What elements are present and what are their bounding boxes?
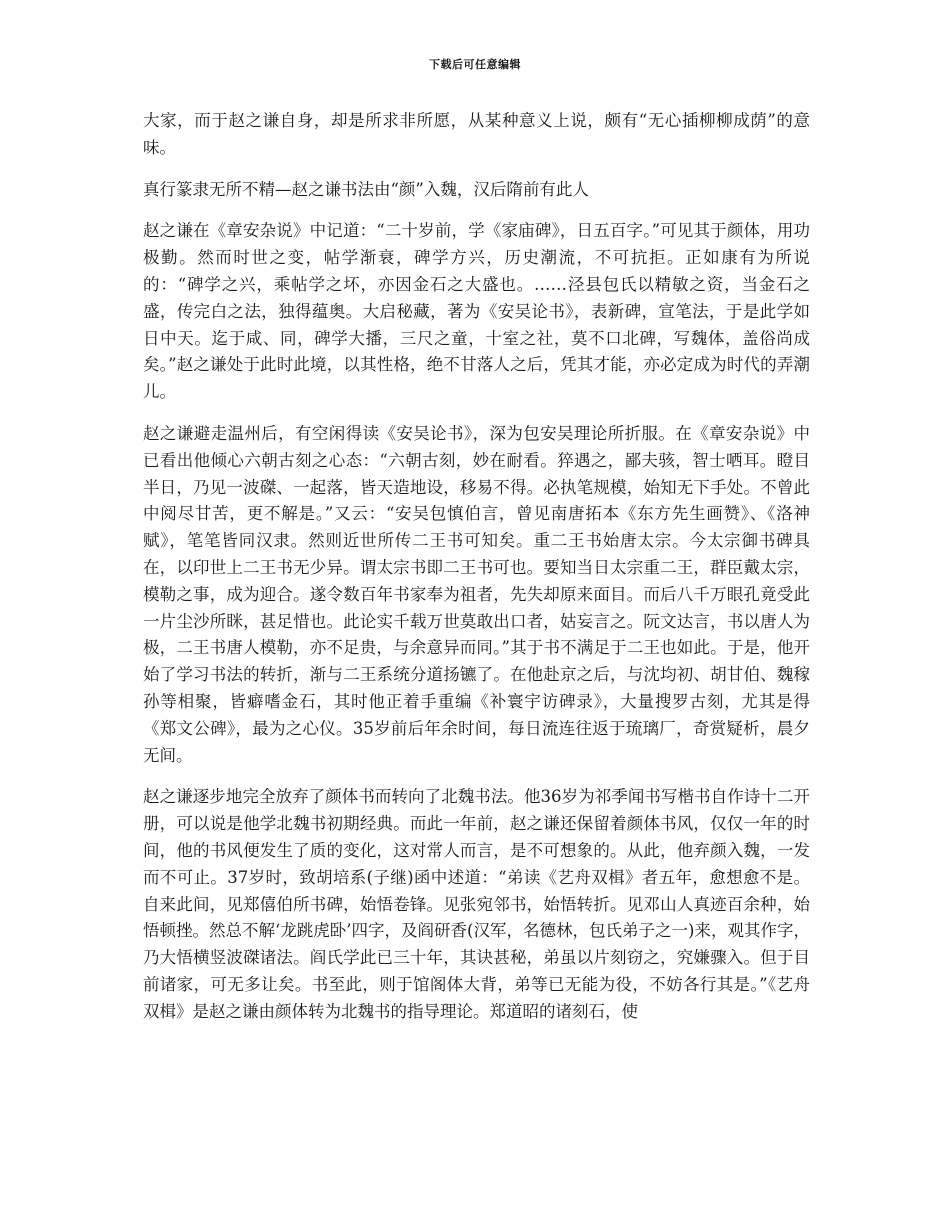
paragraph-1: 大家，而于赵之谦自身，却是所求非所愿，从某种意义上说，颇有“无心插柳柳成荫”的意味。 bbox=[143, 111, 810, 157]
paragraph-3: 赵之谦避走温州后，有空闲得读《安吴论书》，深为包安吴理论所折服。在《章安杂说》中已看出他倾心六朝古刻之心态：“六朝古刻，妙在耐看。猝遇之，鄙夫骇，智士哂耳。瞪目半日，乃见一波磔、一起落，皆天造地设，移易不得。必执笔规模，始知无下手处。不曾此中阅尽甘苦，更不解是。”又云：“安吴包慎伯言，曾见南唐拓本《东方先生画赞》、《洛神赋》，笔笔皆同汉隶。然则近世所传二王书可知矣。重二王书始唐太宗。今太宗御书碑具在，以印世上二王书无少异。谓太宗书即二王书可也。要知当日太宗重二王，群臣戴太宗，模勒之事，成为迎合。遂令数百年书家奉为祖者，先失却原来面目。而后八千万眼孔竟受此一片尘沙所眯，甚足惜也。此论实千载万世莫敢出口者，姑妄言之。阮文达言，书以唐人为极，二王书唐人模勒，亦不足贵，与余意异而同。”其于书不满足于二王也如此。于是，他开始了学习书法的转折，渐与二王系统分道扬镳了。在他赴京之后，与沈均初、胡甘伯、魏稼孙等相聚，皆癖嗜金石，其时他正着手重编《补寰宇访碑录》，大量搜罗古刻，尤其是得《郑文公碑》，最为之心仪。35岁前后年余时间，每日流连往返于琉璃厂，奇赏疑析，晨夕无间。 bbox=[143, 423, 810, 765]
document-body bbox=[143, 108, 810, 1041]
section-heading: 真行篆隶无所不精—赵之谦书法由“颜”入魏，汉后隋前有此人 bbox=[143, 179, 589, 199]
page-header: 下载后可任意编辑 bbox=[429, 58, 521, 71]
paragraph-4: 赵之谦逐步地完全放弃了颜体书而转向了北魏书法。他36岁为祁季闻书写楷书自作诗十二开册，可以说是他学北魏书初期经典。而此一年前，赵之谦还保留着颜体书风，仅仅一年的时间，他的书风便发生了质的变化，这对常人而言，是不可想象的。从此，他弃颜入魏，一发而不可止。37岁时，致胡培系(子继)函中述道：“弟读《艺舟双楫》者五年，愈想愈不是。自来此间，见郑僖伯所书碑，始悟卷锋。见张宛邻书，始悟转折。见邓山人真迹百余种，始悟顿挫。然总不解‘龙跳虎卧’四字，及阎研香(汉军，名德林，包氏弟子之一)来，观其作字，乃大悟横竖波磔诸法。阎氏学此已三十年，其诀甚秘，弟虽以片刻窃之，究嫌骤入。但于目前诸家，可无多让矣。书至此，则于馆阁体大背，弟等已无能为役，不妨各行其是。”《艺舟双楫》是赵之谦由颜体转为北魏书的指导理论。郑道昭的诸刻石，使 bbox=[143, 787, 810, 1021]
paragraph-2: 赵之谦在《章安杂说》中记道：“二十岁前，学《家庙碑》，日五百字。”可见其于颜体，用功极勤。然而时世之变，帖学渐衰，碑学方兴，历史潮流，不可抗拒。正如康有为所说的：“碑学之兴，乘帖学之坏，亦因金石之大盛也。……泾县包氏以精敏之资，当金石之盛，传完白之法，独得蕴奥。大启秘藏，著为《安吴论书》，表新碑，宣笔法，于是此学如日中天。迄于咸、同，碑学大播，三尺之童，十室之社，莫不口北碑，写魏体，盖俗尚成矣。”赵之谦处于此时此境，以其性格，绝不甘落人之后，凭其才能，亦必定成为时代的弄潮儿。 bbox=[143, 221, 810, 402]
